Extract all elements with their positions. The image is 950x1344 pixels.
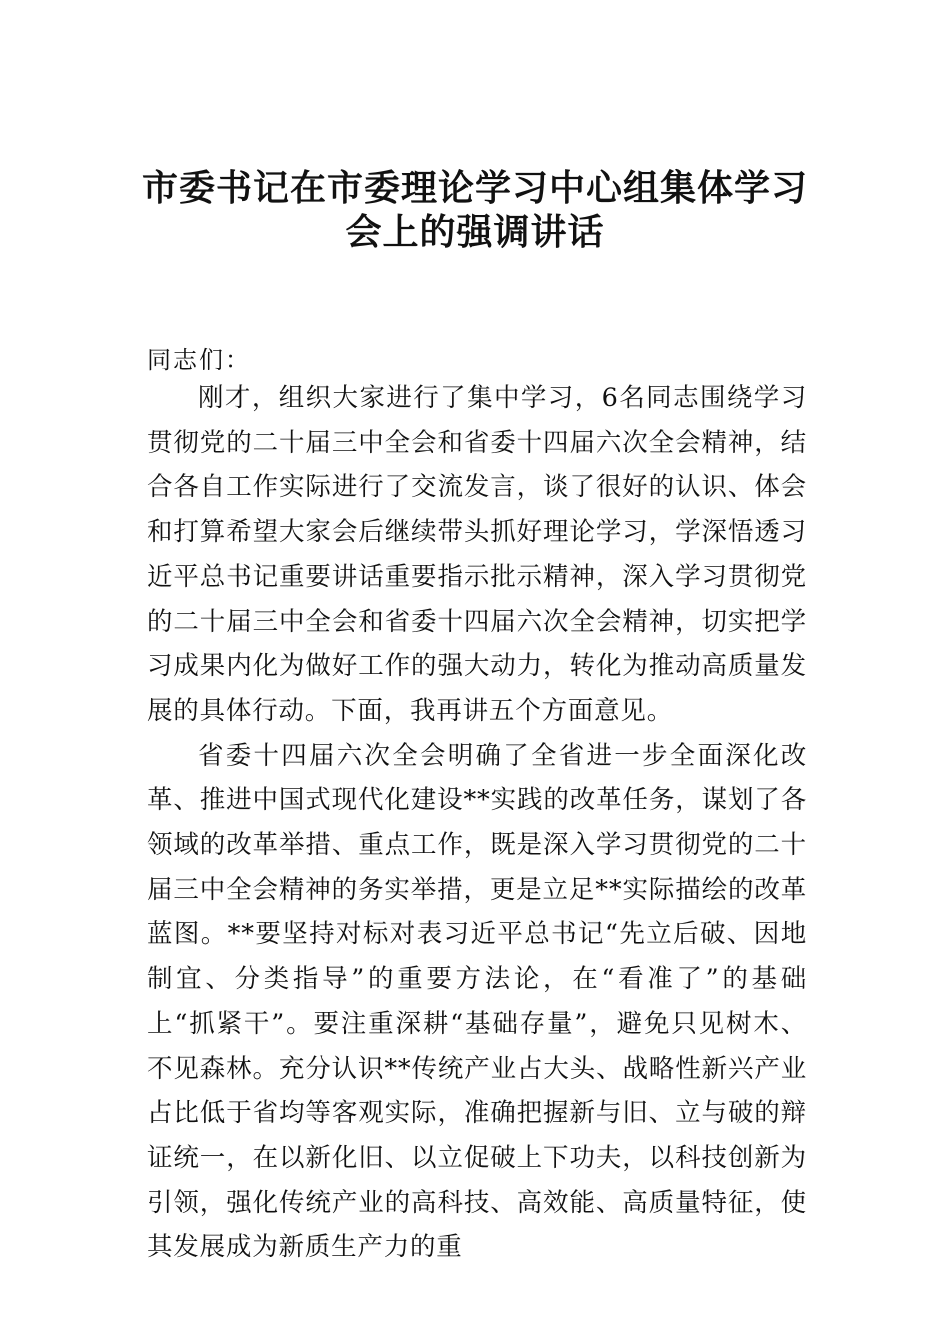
document-title-line-2: 会上的强调讲话 [345,211,605,253]
paragraph-2: 省委十四届六次全会明确了全省进一步全面深化改革、推进中国式现代化建设**实践的改革任务，谋划了各领域的改革举措、重点工作，既是深入学习贯彻党的二十届三中全会精神的务实举措，更是立足**实际描绘的改革蓝图。**要坚持对标对表习近平总书记“先立后破、因地制宜、分类指导”的重要方法论，在“看准了”的基础上“抓紧干”。要注重深耕“基础存量”，避免只见树木、不见森林。充分认识**传统产业占大头、战略性新兴产业占比低于省均等客观实际，准确把握新与旧、立与破的辩证统一，在以新化旧、以立促破上下功夫，以科技创新为引领，强化传统产业的高科技、高效能、高质量特征，使其发展成为新质生产力的重 [147,740,807,1263]
document-body [147,376,807,1270]
paragraph-1: 刚才，组织大家进行了集中学习，6名同志围绕学习贯彻党的二十届三中全会和省委十四届六次全会精神，结合各自工作实际进行了交流发言，谈了很好的认识、体会和打算希望大家会后继续带头抓好理论学习，学深悟透习近平总书记重要讲话重要指示批示精神，深入学习贯彻党的二十届三中全会和省委十四届六次全会精神，切实把学习成果内化为做好工作的强大动力，转化为推动高质量发展的具体行动。下面，我再讲五个方面意见。 [147,383,807,726]
document-title-line-1: 市委书记在市委理论学习中心组集体学习 [141,167,808,209]
salutation: 同志们： [147,346,251,374]
